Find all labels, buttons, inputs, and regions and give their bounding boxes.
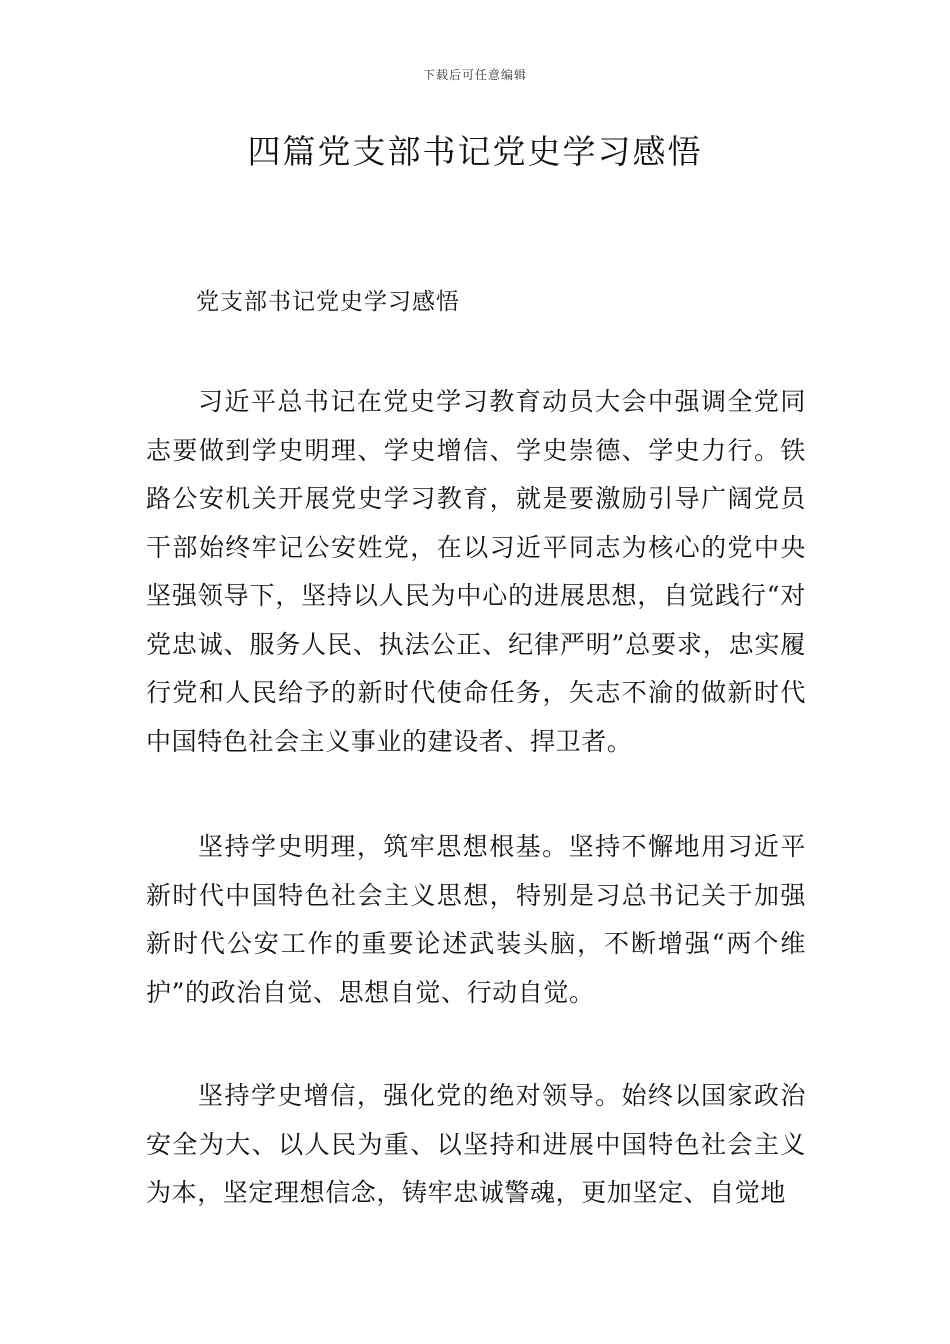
paragraph-1: 习近平总书记在党史学习教育动员大会中强调全党同志要做到学史明理、学史增信、学史崇德、学史力行。铁路公安机关开展党史学习教育，就是要激励引导广阔党员干部始终牢记公安姓党，在以习近平同志为核心的党中央坚强领导下，坚持以人民为中心的进展思想，自觉践行“对党忠诚、服务人民、执法公正、纪律严明”总要求，忠实履行党和人民给予的新时代使命任务，矢志不渝的做新时代中国特色社会主义事业的建设者、捍卫者。	[146, 387, 806, 756]
section-subtitle: 党支部书记党史学习感悟	[196, 289, 460, 315]
paragraph-3: 坚持学史增信，强化党的绝对领导。始终以国家政治安全为大、以人民为重、以坚持和进展中国特色社会主义为本，坚定理想信念，铸牢忠诚警魂，更加坚定、自觉地	[146, 1081, 806, 1207]
paragraph-2: 坚持学史明理，筑牢思想根基。坚持不懈地用习近平新时代中国特色社会主义思想，特别是习总书记关于加强新时代公安工作的重要论述武装头脑，不断增强“两个维护”的政治自觉、思想自觉、行动自觉。	[146, 832, 806, 1007]
header-note: 下载后可任意编辑	[422, 68, 527, 82]
document-title: 四篇党支部书记党史学习感悟	[247, 132, 703, 171]
